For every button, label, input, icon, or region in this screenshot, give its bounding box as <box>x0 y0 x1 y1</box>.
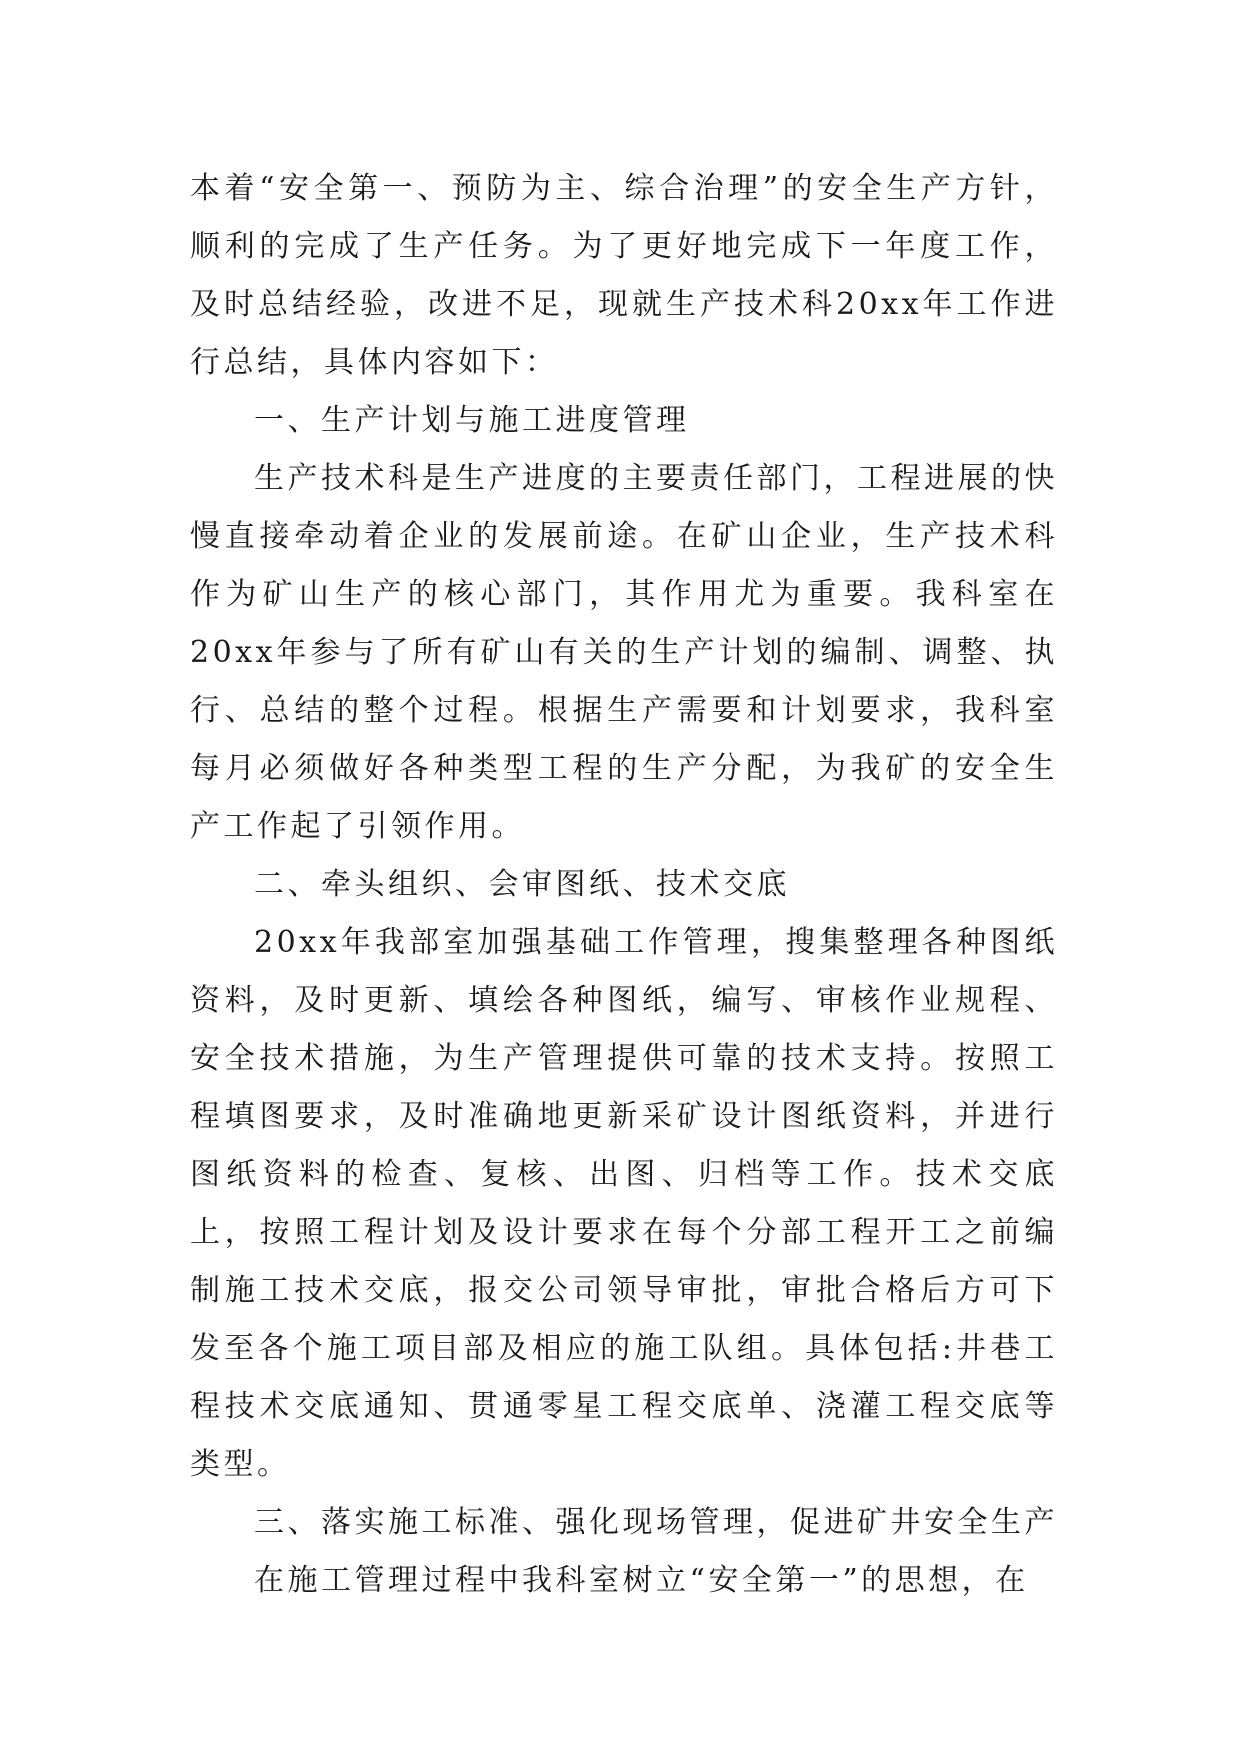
section-1-heading: 一、生产计划与施工进度管理 <box>254 403 690 438</box>
section-3-heading: 三、落实施工标准、强化现场管理，促进矿井安全生产 <box>254 1505 1058 1540</box>
section-2-body: 20xx年我部室加强基础工作管理，搜集整理各种图纸资料，及时更新、填绘各种图纸，编写、审核作业规程、安全技术措施，为生产管理提供可靠的技术支持。按照工程填图要求，及时准确地更新采矿设计图纸资料，并进行图纸资料的检查、复核、出图、归档等工作。技术交底上，按照工程计划及设计要求在每个分部工程开工之前编制施工技术交底，报交公司领导审批，审批合格后方可下发至各个施工项目部及相应的施工队组。具体包括:井巷工程技术交底通知、贯通零星工程交底单、浇灌工程交底等类型。 <box>190 925 1058 1482</box>
section-3-body: 在施工管理过程中我科室树立“安全第一”的思想，在 <box>254 1563 1029 1598</box>
intro-paragraph: 本着“安全第一、预防为主、综合治理”的安全生产方针，顺利的完成了生产任务。为了更好地完成下一年度工作，及时总结经验，改进不足，现就生产技术科20xx年工作进行总结，具体内容如下： <box>190 171 1058 380</box>
section-2-heading: 二、牵头组织、会审图纸、技术交底 <box>254 867 790 902</box>
document-page <box>190 160 1058 1610</box>
section-1-body: 生产技术科是生产进度的主要责任部门，工程进展的快慢直接牵动着企业的发展前途。在矿山企业，生产技术科作为矿山生产的核心部门，其作用尤为重要。我科室在20xx年参与了所有矿山有关的生产计划的编制、调整、执行、总结的整个过程。根据生产需要和计划要求，我科室每月必须做好各种类型工程的生产分配，为我矿的安全生产工作起了引领作用。 <box>190 461 1058 844</box>
